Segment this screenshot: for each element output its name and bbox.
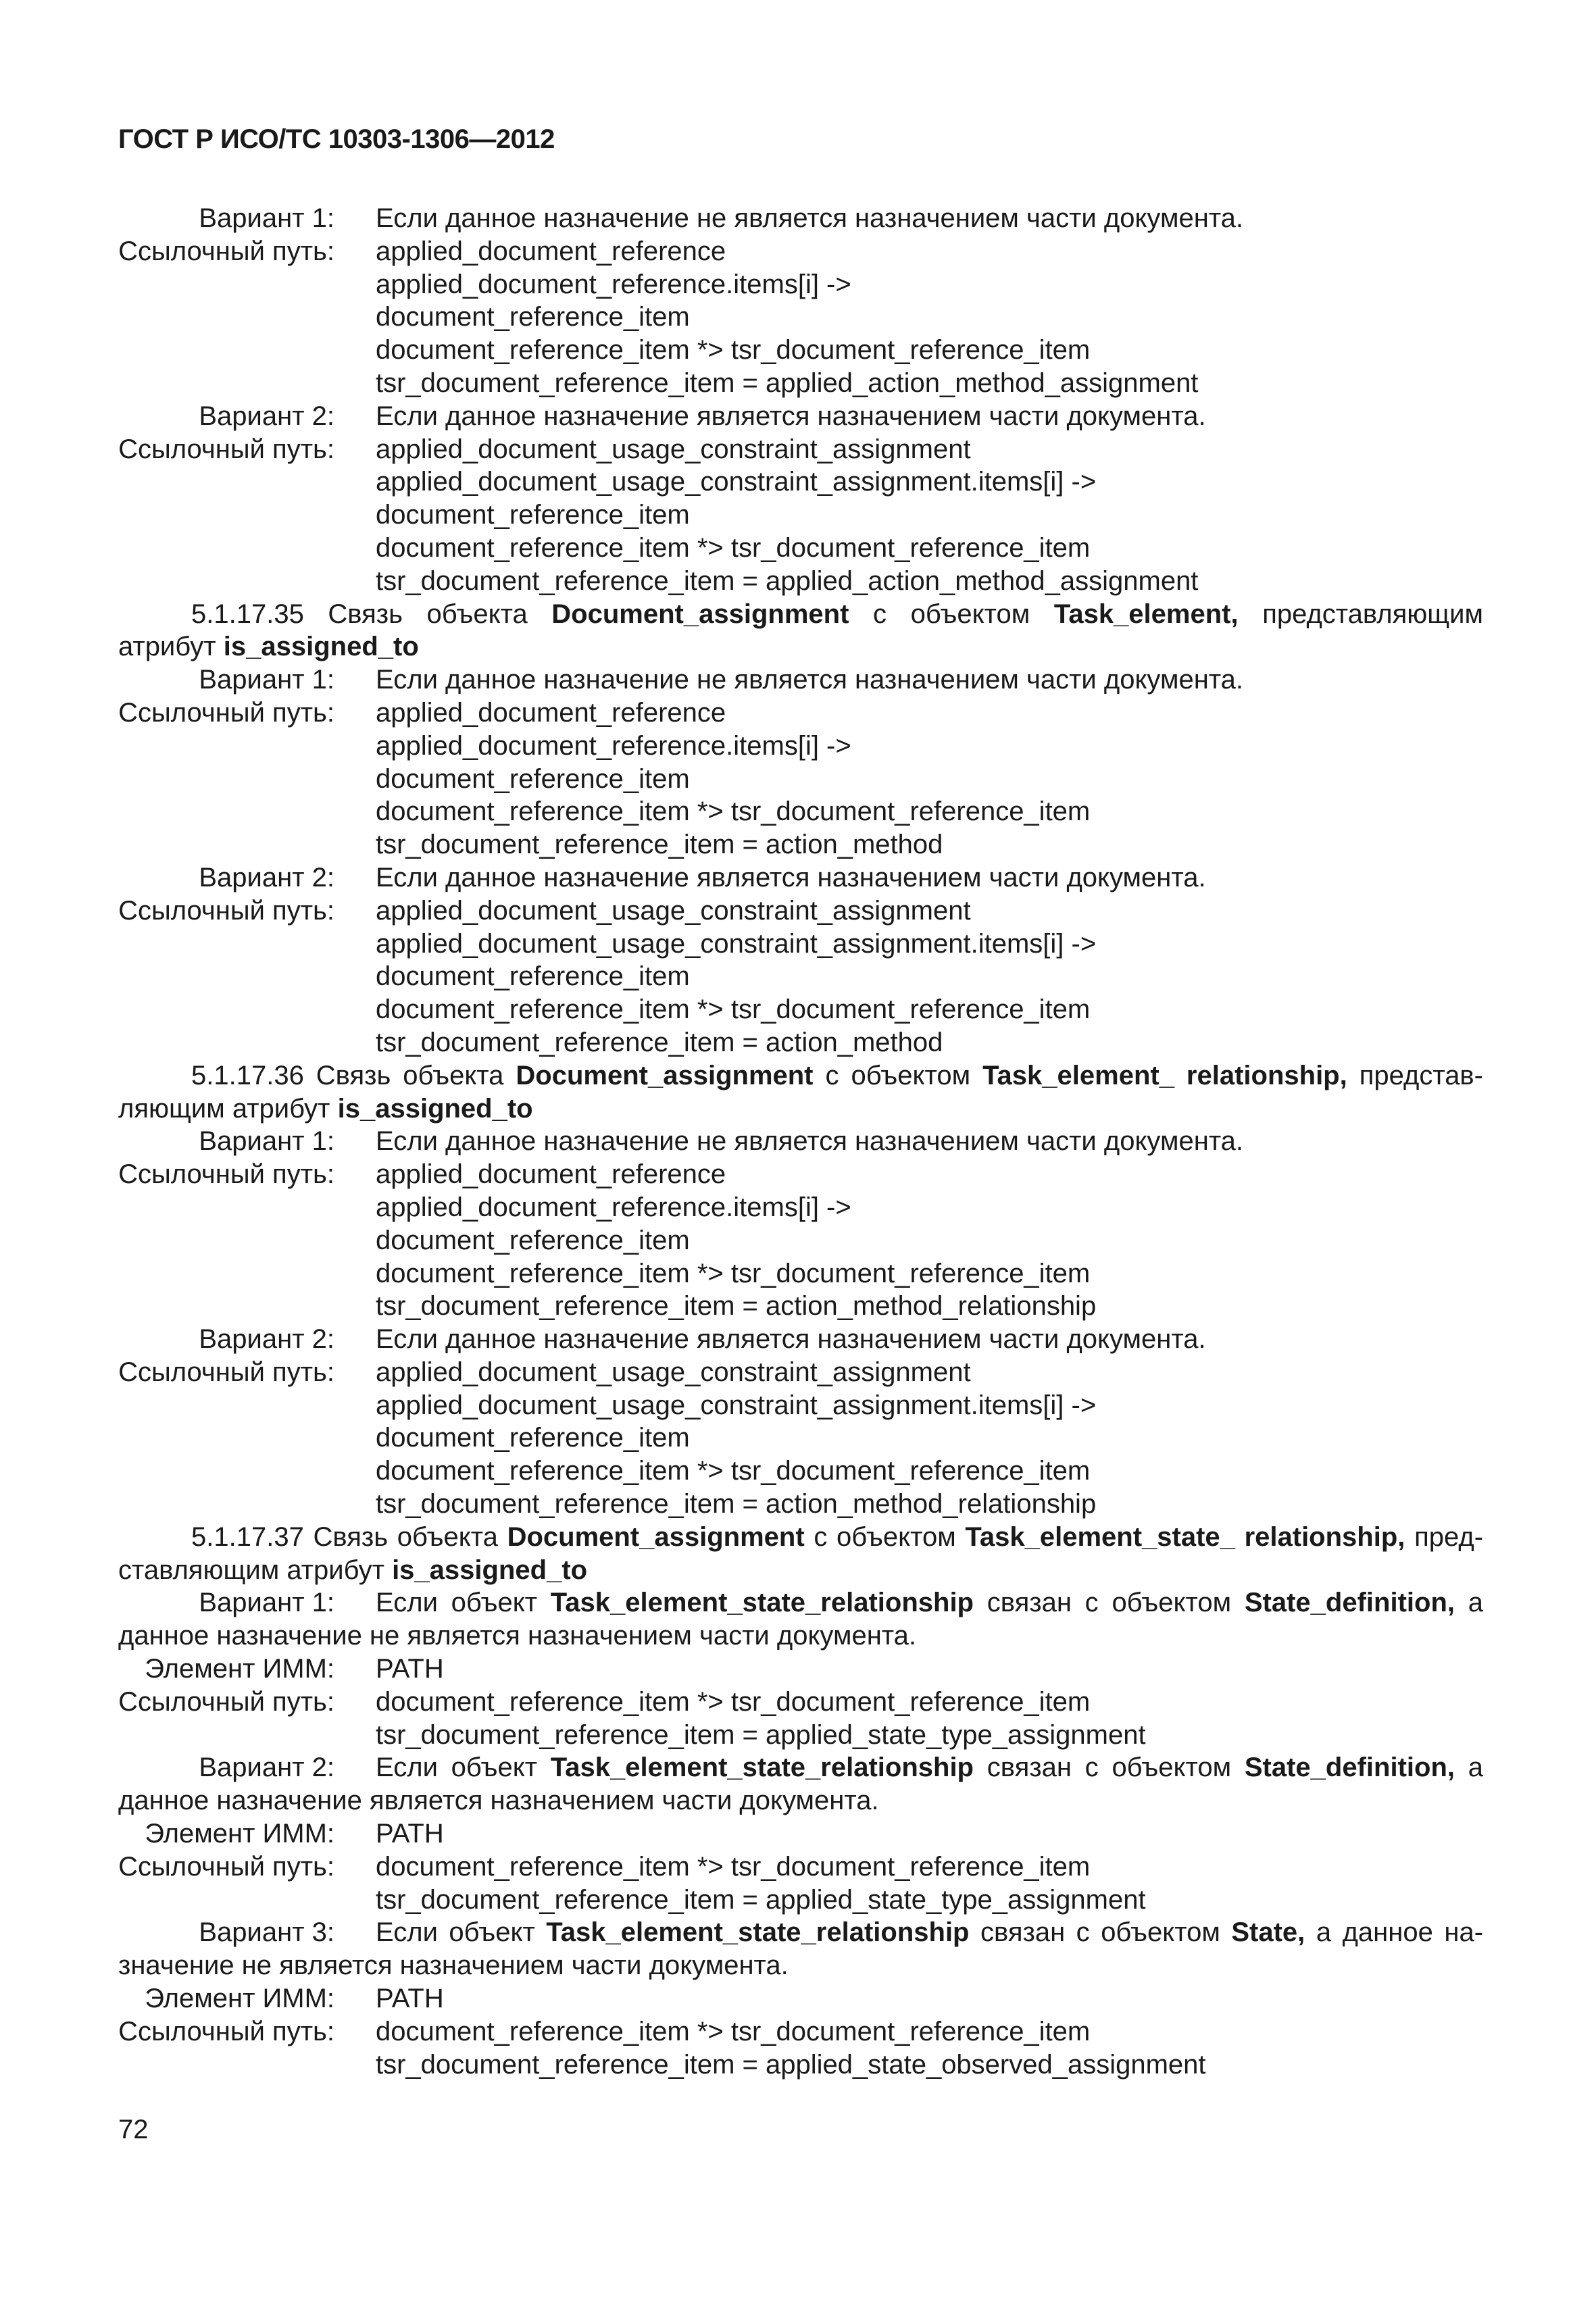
row-value: document_reference_item (376, 1423, 690, 1453)
spec-row (0, 1686, 1596, 1719)
row-label: Вариант 2: (199, 1324, 334, 1355)
spec-row (0, 1916, 1596, 1949)
spec-row (0, 1224, 1596, 1257)
paragraph-text (118, 1619, 1483, 1653)
spec-row (0, 960, 1596, 993)
paragraph-line (0, 1554, 1596, 1587)
paragraph-text (118, 1554, 1483, 1587)
row-value: applied_document_reference.items[i] -> (376, 269, 851, 299)
bold-term: Task_element, (1053, 599, 1239, 629)
text-segment: атрибут (118, 632, 224, 662)
row-value: tsr_document_reference_item = action_method (376, 830, 943, 860)
row-value: document_reference_item *> tsr_document_reference_item (376, 1258, 1091, 1288)
spec-row (0, 1389, 1596, 1422)
row-value: tsr_document_reference_item = applied_state_type_assignment (376, 1719, 1146, 1750)
text-segment: значение не является назначением части документа. (118, 1951, 789, 1981)
spec-row (0, 2048, 1596, 2082)
spec-row (0, 697, 1596, 730)
spec-row (0, 763, 1596, 796)
row-label: Ссылочный путь: (118, 1357, 334, 1387)
row-value: applied_document_reference (376, 236, 726, 266)
spec-row (0, 334, 1596, 367)
spec-row (0, 1158, 1596, 1191)
row-value: PATH (376, 1819, 444, 1849)
paragraph-line (0, 1092, 1596, 1126)
bold-term: is_assigned_to (337, 1093, 533, 1124)
spec-row (0, 1356, 1596, 1389)
row-value: Если данное назначение не является назначением части документа. (376, 203, 1244, 233)
spec-row (0, 1817, 1596, 1851)
row-value: document_reference_item *> tsr_document_reference_item (376, 995, 1091, 1025)
text-segment: а данное на- (1305, 1917, 1484, 1948)
row-label: Вариант 1: (199, 203, 334, 233)
bold-term: Task_element_ relationship, (982, 1060, 1347, 1090)
bold-term: Document_assignment (551, 599, 849, 629)
row-value: Если данное назначение является назначением части документа. (376, 1324, 1206, 1355)
row-value: document_reference_item (376, 1225, 690, 1255)
spec-row (0, 499, 1596, 532)
paragraph-line (0, 1521, 1596, 1554)
spec-row (0, 928, 1596, 961)
text-segment: пред- (1405, 1521, 1484, 1552)
row-label: Ссылочный путь: (118, 434, 334, 464)
spec-row (0, 993, 1596, 1026)
bold-term: is_assigned_to (223, 632, 419, 662)
row-label: Ссылочный путь: (118, 895, 334, 926)
row-value: Если данное назначение является назначением части документа. (376, 401, 1206, 431)
text-segment: связан с объектом (974, 1588, 1245, 1618)
row-value: applied_document_usage_constraint_assignment (376, 895, 971, 926)
spec-row (0, 1488, 1596, 1521)
bold-term: Document_assignment (507, 1521, 805, 1552)
row-label: Вариант 1: (199, 1588, 334, 1618)
row-value: document_reference_item *> tsr_document_reference_item (376, 335, 1091, 366)
row-label: Ссылочный путь: (118, 2016, 334, 2046)
bold-term: State_definition, (1244, 1588, 1455, 1618)
spec-row (0, 400, 1596, 433)
bold-term: Document_assignment (516, 1060, 814, 1090)
row-value: applied_document_reference.items[i] -> (376, 730, 851, 761)
text-segment: ставляющим атрибут (118, 1555, 393, 1585)
row-value: tsr_document_reference_item = action_method_relationship (376, 1291, 1097, 1322)
paragraph-text (118, 1092, 1483, 1126)
page-number: 72 (118, 2115, 149, 2144)
text-segment: связан с объектом (974, 1753, 1245, 1783)
text-segment: 5.1.17.37 Связь объекта (191, 1521, 507, 1552)
spec-row (0, 367, 1596, 400)
text-segment: ляющим атрибут (118, 1093, 338, 1124)
spec-row (0, 1851, 1596, 1884)
bold-term: Task_element_state_relationship (546, 1917, 970, 1948)
spec-row (0, 1884, 1596, 1917)
row-value: tsr_document_reference_item = action_method (376, 1027, 943, 1057)
text-segment: 5.1.17.35 Связь объекта (191, 599, 552, 629)
row-label: Ссылочный путь: (118, 1851, 334, 1882)
row-label: Вариант 2: (199, 401, 334, 431)
row-value: applied_document_usage_constraint_assignment.items[i] -> (376, 928, 1097, 959)
spec-row (0, 433, 1596, 466)
paragraph-line (0, 598, 1596, 631)
bold-term: Task_element_state_relationship (550, 1588, 974, 1618)
document-header: ГОСТ Р ИСО/ТС 10303-1306—2012 (118, 124, 555, 154)
row-value: document_reference_item *> tsr_document_reference_item (376, 797, 1091, 827)
paragraph-line (0, 1619, 1596, 1653)
spec-row (0, 730, 1596, 763)
spec-row (0, 565, 1596, 598)
paragraph-text (118, 630, 1483, 663)
bold-term: State, (1231, 1917, 1305, 1948)
spec-row (0, 1422, 1596, 1455)
spec-row (0, 301, 1596, 334)
text-segment: а (1455, 1753, 1484, 1783)
row-label: Элемент ИММ: (145, 1984, 334, 2014)
text-segment: данное назначение является назначением части документа. (118, 1786, 879, 1816)
row-label: Элемент ИММ: (145, 1819, 334, 1849)
spec-row (0, 1719, 1596, 1752)
row-value: applied_document_reference.items[i] -> (376, 1192, 851, 1222)
row-label: Ссылочный путь: (118, 697, 334, 728)
bold-term: State_definition, (1244, 1753, 1455, 1783)
paragraph-line (0, 1949, 1596, 1982)
row-value: Если данное назначение не является назначением части документа. (376, 1126, 1244, 1157)
bold-term: is_assigned_to (392, 1555, 588, 1585)
row-value: applied_document_usage_constraint_assignment.items[i] -> (376, 1390, 1097, 1420)
spec-row (0, 1257, 1596, 1290)
row-value: document_reference_item *> tsr_document_reference_item (376, 1456, 1091, 1486)
spec-row (0, 663, 1596, 697)
row-value: applied_document_usage_constraint_assignment (376, 434, 971, 464)
bold-term: Task_element_state_relationship (550, 1753, 974, 1783)
row-value: tsr_document_reference_item = action_method_relationship (376, 1489, 1097, 1519)
spec-row (0, 1455, 1596, 1488)
row-label: Вариант 2: (199, 1753, 334, 1783)
spec-row (0, 1191, 1596, 1224)
row-value: applied_document_usage_constraint_assignment (376, 1357, 971, 1387)
row-value: Если данное назначение не является назначением части документа. (376, 665, 1244, 695)
row-value: applied_document_reference (376, 1159, 726, 1190)
row-label: Вариант 1: (199, 1126, 334, 1157)
paragraph-text (191, 1059, 1483, 1092)
spec-row (0, 1982, 1596, 2015)
spec-row (0, 466, 1596, 499)
document-body (0, 202, 1596, 2081)
text-segment: с объектом (849, 599, 1054, 629)
spec-row (0, 235, 1596, 268)
row-value: document_reference_item (376, 763, 690, 794)
spec-row (0, 861, 1596, 895)
spec-row (0, 532, 1596, 565)
paragraph-text (191, 598, 1483, 631)
row-value: tsr_document_reference_item = applied_action_method_assignment (376, 565, 1199, 596)
text-segment: 5.1.17.36 Связь объекта (191, 1060, 516, 1090)
spec-row (0, 1290, 1596, 1323)
text-segment: с объектом (804, 1521, 966, 1552)
spec-row (0, 1751, 1596, 1784)
spec-row (0, 1125, 1596, 1158)
paragraph-line (0, 630, 1596, 663)
spec-row (0, 795, 1596, 828)
text-segment: данное назначение не является назначением части документа. (118, 1621, 917, 1651)
spec-row (0, 202, 1596, 235)
text-segment: представляющим (1238, 599, 1484, 629)
row-value: applied_document_reference (376, 697, 726, 728)
row-value: Если данное назначение является назначением части документа. (376, 862, 1206, 892)
row-value: document_reference_item *> tsr_document_reference_item (376, 532, 1091, 563)
row-value: document_reference_item (376, 302, 690, 332)
row-value: document_reference_item *> tsr_document_reference_item (376, 1686, 1091, 1717)
row-value (376, 1916, 1483, 1949)
row-value: document_reference_item *> tsr_document_reference_item (376, 1851, 1091, 1882)
row-label: Вариант 2: (199, 862, 334, 892)
spec-row (0, 828, 1596, 861)
row-value: document_reference_item (376, 961, 690, 992)
row-value (376, 1751, 1483, 1784)
spec-row (0, 1586, 1596, 1619)
row-value: PATH (376, 1984, 444, 2014)
row-label: Ссылочный путь: (118, 1159, 334, 1190)
paragraph-text (118, 1949, 1483, 1982)
text-segment: с объектом (813, 1060, 983, 1090)
paragraph-text (191, 1521, 1483, 1554)
row-value: document_reference_item *> tsr_document_reference_item (376, 2016, 1091, 2046)
paragraph-text (118, 1784, 1483, 1817)
row-label: Ссылочный путь: (118, 1686, 334, 1717)
bold-term: Task_element_state_ relationship, (965, 1521, 1405, 1552)
row-label: Элемент ИММ: (145, 1654, 334, 1684)
spec-row (0, 1323, 1596, 1356)
row-value: tsr_document_reference_item = applied_state_type_assignment (376, 1884, 1146, 1915)
paragraph-line (0, 1784, 1596, 1817)
text-segment: Если объект (376, 1753, 551, 1783)
row-label: Вариант 1: (199, 665, 334, 695)
row-value: document_reference_item (376, 500, 690, 530)
spec-row (0, 1653, 1596, 1686)
text-segment: связан с объектом (969, 1917, 1232, 1948)
row-value: tsr_document_reference_item = applied_state_observed_assignment (376, 2049, 1206, 2080)
row-value: applied_document_usage_constraint_assignment.items[i] -> (376, 467, 1097, 497)
paragraph-line (0, 1059, 1596, 1092)
row-label: Ссылочный путь: (118, 236, 334, 266)
spec-row (0, 268, 1596, 301)
row-label: Вариант 3: (199, 1917, 334, 1948)
text-segment: представ- (1347, 1060, 1484, 1090)
row-value: tsr_document_reference_item = applied_action_method_assignment (376, 368, 1199, 398)
text-segment: Если объект (376, 1588, 551, 1618)
text-segment: а (1455, 1588, 1484, 1618)
text-segment: Если объект (376, 1917, 547, 1948)
spec-row (0, 2015, 1596, 2048)
row-value: PATH (376, 1654, 444, 1684)
spec-row (0, 895, 1596, 928)
row-value (376, 1586, 1483, 1619)
spec-row (0, 1026, 1596, 1059)
